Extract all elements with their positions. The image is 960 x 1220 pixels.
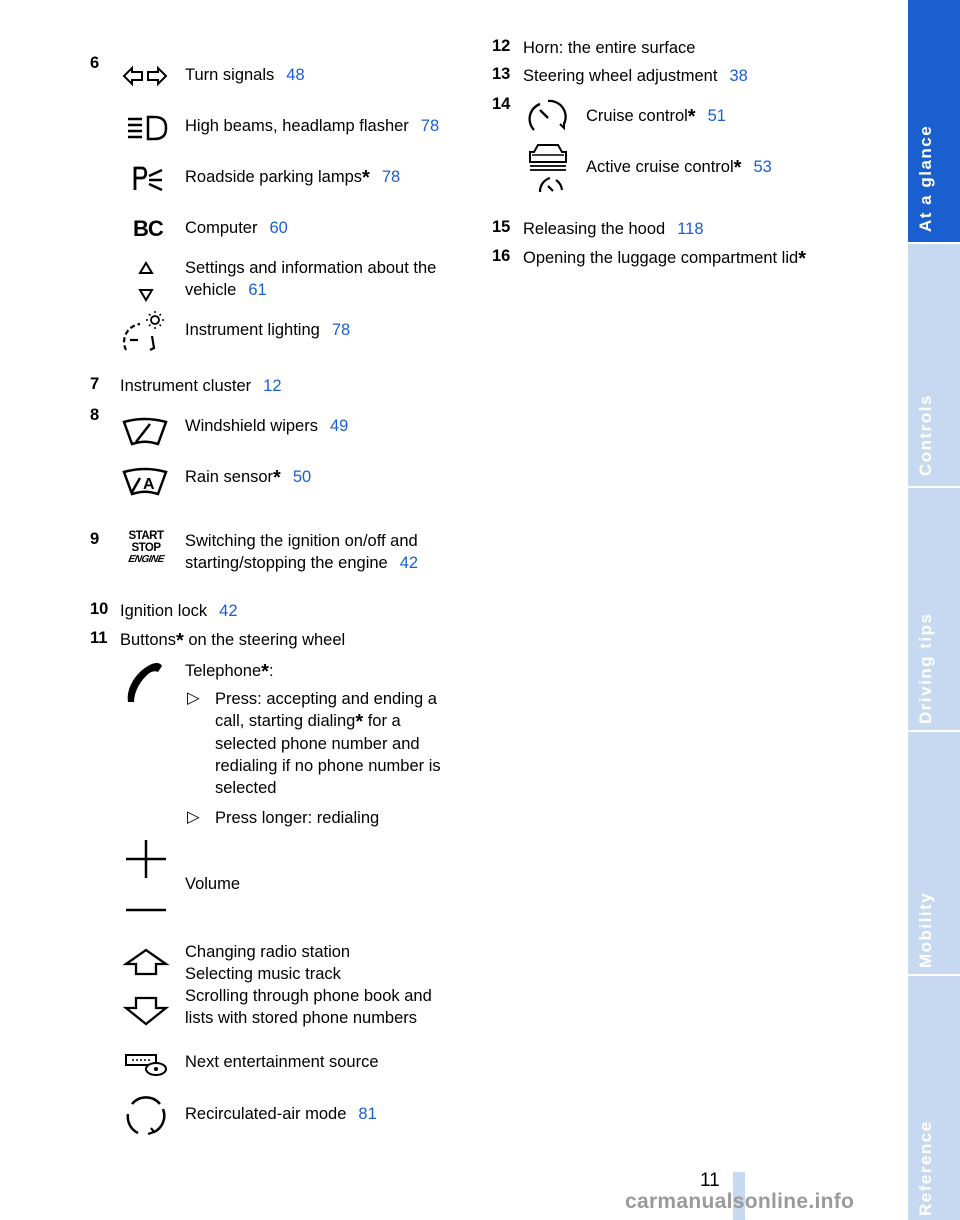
bullet-icon: ▷ [187, 689, 200, 707]
sidebar-tab-reference[interactable]: Reference [916, 1120, 935, 1216]
steering-wheel-adjustment-item: Steering wheel adjustment 38 [523, 67, 748, 85]
page-ref[interactable]: 118 [677, 220, 704, 238]
section-number-13: 13 [492, 65, 511, 83]
page-ref[interactable]: 12 [263, 377, 282, 395]
ignition-lock-item: Ignition lock 42 [120, 602, 238, 620]
section-number-6: 6 [90, 54, 100, 72]
turn-signals-item: Turn signals 48 [185, 66, 305, 84]
start-stop-engine-icon: START STOP ENGINE [127, 530, 165, 565]
cruise-control-icon [528, 98, 568, 134]
sidebar-tab-at-a-glance[interactable]: At a glance [908, 0, 960, 244]
high-beams-item: High beams, headlamp flasher 78 [185, 117, 440, 135]
telephone-icon [124, 662, 164, 704]
recirculated-air-icon [124, 1094, 168, 1136]
section-number-8: 8 [90, 406, 100, 424]
rain-sensor-icon [122, 468, 168, 496]
hood-release-item: Releasing the hood 118 [523, 220, 704, 238]
page-ref[interactable]: 78 [381, 168, 401, 186]
bc-icon: BC [133, 216, 163, 241]
entertainment-source-icon [124, 1051, 168, 1077]
section-number-9: 9 [90, 530, 100, 548]
wiper-icon [122, 418, 168, 446]
parking-lamps-item: Roadside parking lamps* 78 [185, 167, 401, 189]
section-number-10: 10 [90, 600, 109, 618]
cruise-control-item: Cruise control* 51 [586, 106, 726, 128]
page-ref[interactable]: 42 [399, 554, 419, 572]
recirculated-air-item: Recirculated-air mode 81 [185, 1105, 377, 1123]
page-ref[interactable]: 49 [329, 417, 349, 435]
volume-label: Volume [185, 875, 241, 893]
svg-text:A: A [143, 476, 155, 493]
page-ref[interactable]: 38 [729, 67, 748, 85]
page-ref[interactable]: 51 [707, 107, 726, 125]
page-ref[interactable]: 81 [358, 1105, 377, 1123]
section-number-7: 7 [90, 375, 100, 393]
watermark: carmanualsonline.info [625, 1190, 855, 1213]
down-arrow-icon [124, 996, 168, 1026]
active-cruise-control-item: Active cruise control* 53 [586, 157, 772, 179]
page-ref[interactable]: 53 [753, 158, 772, 176]
up-down-triangles-icon [136, 260, 156, 304]
instrument-lighting-item: Instrument lighting 78 [185, 321, 351, 339]
section-sidebar [908, 0, 960, 1220]
up-arrow-icon [124, 948, 168, 976]
page-ref[interactable]: 42 [219, 602, 238, 620]
windshield-wipers-item: Windshield wipers 49 [185, 417, 349, 435]
sidebar-tab-controls[interactable]: Controls [908, 244, 960, 488]
bullet-icon: ▷ [187, 808, 200, 826]
section-number-12: 12 [492, 37, 511, 55]
high-beam-icon [124, 114, 168, 142]
horn-item: Horn: the entire surface [523, 39, 696, 57]
instrument-lighting-icon [120, 310, 166, 354]
ignition-start-stop-item: Switching the ignition on/off and starting/stopping the engine 42 [185, 532, 419, 572]
page-ref[interactable]: 78 [420, 117, 440, 135]
page-ref[interactable]: 50 [292, 468, 312, 486]
steering-buttons-heading: Buttons* on the steering wheel [120, 630, 346, 652]
next-entertainment-source-label: Next entertainment source [185, 1053, 379, 1071]
section-number-15: 15 [492, 218, 511, 236]
turn-signal-arrows-icon [122, 66, 168, 86]
telephone-label: Telephone*: [185, 661, 274, 683]
active-cruise-control-icon [526, 142, 570, 194]
computer-item: Computer 60 [185, 219, 288, 237]
instrument-cluster-item: Instrument cluster 12 [120, 377, 282, 395]
page-ref[interactable]: 48 [286, 66, 305, 84]
luggage-compartment-item: Opening the luggage compartment lid* [523, 248, 806, 270]
page-ref[interactable]: 61 [248, 281, 267, 299]
page-ref[interactable]: 60 [269, 219, 288, 237]
volume-plus-minus-icon [122, 838, 170, 918]
section-number-11: 11 [90, 629, 108, 647]
parking-lamp-icon [132, 166, 164, 192]
page-ref[interactable]: 78 [331, 321, 351, 339]
section-number-14: 14 [492, 95, 511, 113]
telephone-press-description: Press: accepting and ending a call, starting dialing* for a selected phone number and redialing if no phone number is selected [215, 690, 441, 797]
rain-sensor-item: Rain sensor* 50 [185, 467, 312, 489]
telephone-press-longer-description: Press longer: redialing [215, 809, 380, 827]
radio-station-description: Changing radio station Selecting music track Scrolling through phone book and lists with stored phone numbers [185, 943, 432, 1027]
settings-item: Settings and information about the vehicle 61 [185, 259, 437, 299]
section-number-16: 16 [492, 247, 511, 265]
sidebar-tab-driving-tips[interactable]: Driving tips [908, 488, 960, 732]
sidebar-tab-mobility[interactable]: Mobility [908, 732, 960, 976]
page-number: 11 [700, 1170, 720, 1191]
